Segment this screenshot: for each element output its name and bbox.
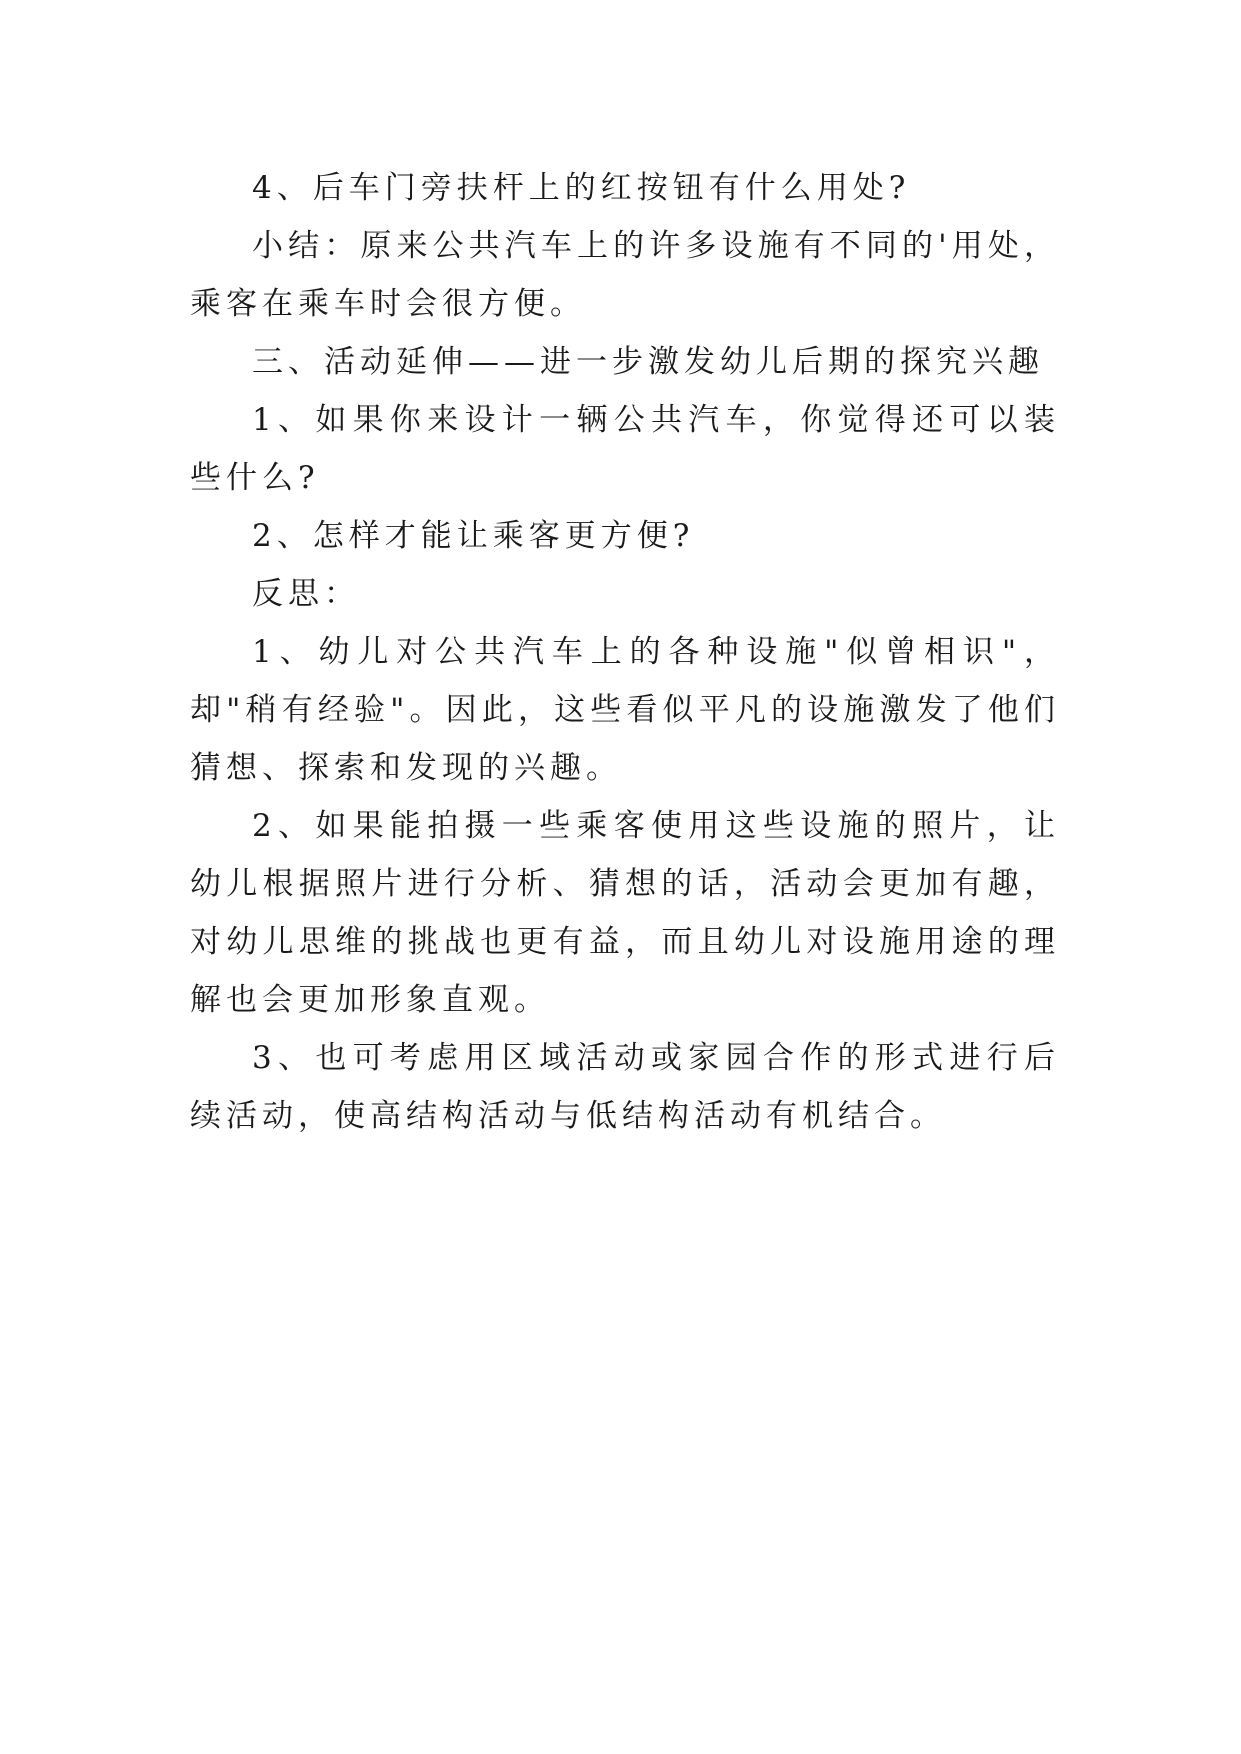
question-4-paragraph: 4、后车门旁扶杆上的红按钮有什么用处? (252, 170, 911, 206)
reflection-point-2: 2、如果能拍摄一些乘客使用这些设施的照片，让幼儿根据照片进行分析、猜想的话，活动会更加有趣，对幼儿思维的挑战也更有益，而且幼儿对设施用途的理解也会更加形象直观。 (190, 808, 1060, 1018)
reflection-point-1: 1、幼儿对公共汽车上的各种设施"似曾相识"，却"稍有经验"。因此，这些看似平凡的设施激发了他们猜想、探索和发现的兴趣。 (190, 634, 1060, 786)
summary-paragraph: 小结：原来公共汽车上的许多设施有不同的'用处，乘客在乘车时会很方便。 (190, 228, 1060, 322)
section-heading-activity-extension: 三、活动延伸——进一步激发幼儿后期的探究兴趣 (252, 344, 1044, 380)
document-body (190, 159, 1060, 1145)
extension-question-1: 1、如果你来设计一辆公共汽车，你觉得还可以装些什么? (190, 402, 1060, 496)
reflection-heading: 反思： (252, 576, 360, 612)
reflection-point-3: 3、也可考虑用区域活动或家园合作的形式进行后续活动，使高结构活动与低结构活动有机结合。 (190, 1040, 1060, 1134)
extension-question-2: 2、怎样才能让乘客更方便? (252, 518, 695, 554)
